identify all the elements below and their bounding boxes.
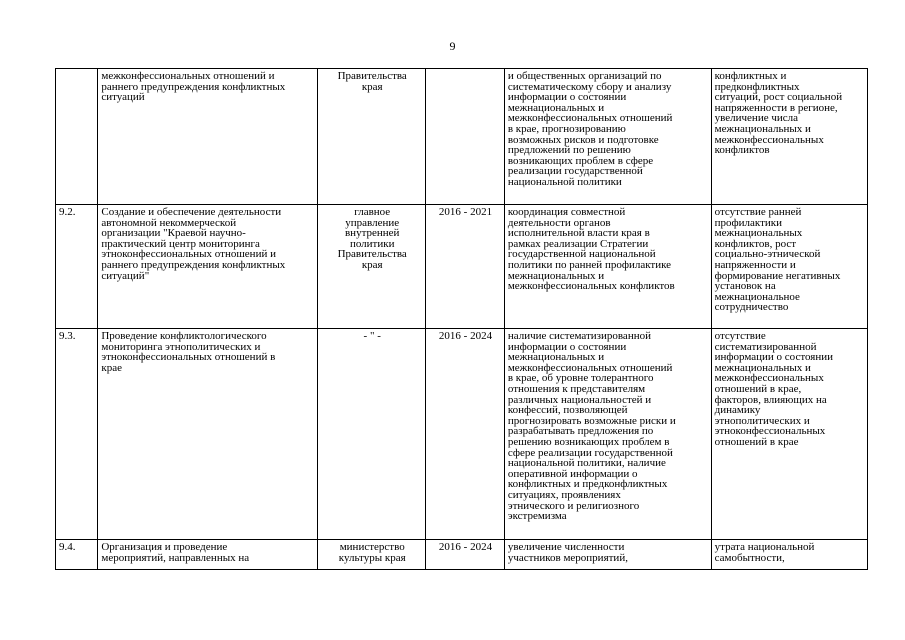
term-cell [426, 69, 505, 205]
table-row [56, 329, 868, 540]
executor-cell: Правительства края [318, 69, 426, 205]
term-cell: 2016 - 2021 [426, 205, 505, 329]
measure-name-cell: межконфессиональных отношений и раннего предупреждения конфликтных ситуаций [98, 69, 318, 205]
page-number: 9 [449, 39, 456, 53]
row-number-cell: 9.4. [56, 540, 98, 570]
expected-result-cell: и общественных организаций по систематическому сбору и анализу информации о состоянии межнациональных и межконфессиональных отношений в крае, прогнозированию возможных рисков и подготовке предложений по решению возникающих проблем в сфере реализации государственной национальной политики [504, 69, 711, 205]
measure-name-cell: Проведение конфликтологического мониторинга этнополитических и этноконфессиональных отношений в крае [98, 329, 318, 540]
consequences-cell: отсутствие систематизированной информации о состоянии межнациональных и межконфессиональных отношений в крае, факторов, влияющих на динамику этнополитических и этноконфессиональных отношений в крае [711, 329, 867, 540]
executor-cell: - " - [318, 329, 426, 540]
term-cell: 2016 - 2024 [426, 329, 505, 540]
consequences-cell: отсутствие ранней профилактики межнациональных конфликтов, рост социально-этнической напряженности и формирование негативных установок на межнациональное сотрудничество [711, 205, 867, 329]
term-cell: 2016 - 2024 [426, 540, 505, 570]
expected-result-cell: наличие систематизированной информации о состоянии межнациональных и межконфессиональных отношений в крае, об уровне толерантного отношения к представителям различных национальностей и конфессий, позволяющей прогнозировать возможные риски и разрабатывать предложения по решению возникающих проблем в сфере реализации государственной национальной политики, наличие оперативной информации о конфликтных и предконфликтных ситуациях, проявлениях этнического и религиозного экстремизма [504, 329, 711, 540]
consequences-cell: утрата национальной самобытности, [711, 540, 867, 570]
measure-name-cell: Создание и обеспечение деятельности автономной некоммерческой организации "Краевой научно- практический центр мониторинга этноконфессиональных отношений и раннего предупреждения конфликтных ситуаций" [98, 205, 318, 329]
row-number-cell [56, 69, 98, 205]
table-row [56, 205, 868, 329]
expected-result-cell: координация совместной деятельности органов исполнительной власти края в рамках реализации Стратегии государственной национальной политики по ранней профилактике межнациональных и межконфессиональных конфликтов [504, 205, 711, 329]
executor-cell: министерство культуры края [318, 540, 426, 570]
executor-cell: главное управление внутренней политики Правительства края [318, 205, 426, 329]
table-row [56, 69, 868, 205]
row-number-cell: 9.2. [56, 205, 98, 329]
measure-name-cell: Организация и проведение мероприятий, направленных на [98, 540, 318, 570]
expected-result-cell: увеличение численности участников мероприятий, [504, 540, 711, 570]
row-number-cell: 9.3. [56, 329, 98, 540]
program-measures-table [55, 68, 868, 570]
table-row [56, 540, 868, 570]
consequences-cell: конфликтных и предконфликтных ситуаций, рост социальной напряженности в регионе, увеличение числа межнациональных и межконфессиональных конфликтов [711, 69, 867, 205]
